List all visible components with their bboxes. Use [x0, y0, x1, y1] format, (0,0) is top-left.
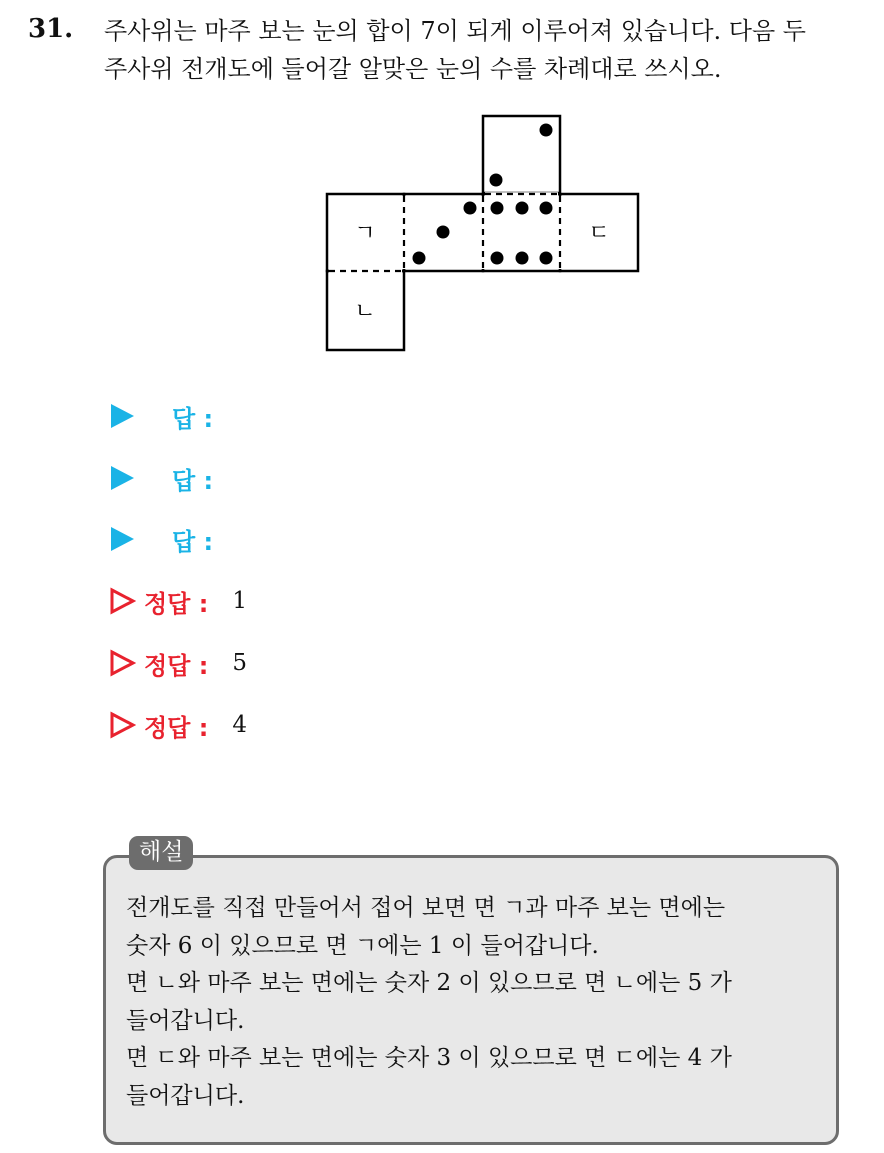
- solution-line: 면 ㄷ와 마주 보는 면에는 숫자 3 이 있으므로 면 ㄷ에는 4 가: [126, 1045, 732, 1071]
- correct-answer-value: 4: [232, 712, 247, 738]
- question-number: 31.: [28, 14, 74, 44]
- pip: [491, 202, 504, 215]
- pip: [437, 226, 450, 239]
- play-triangle-icon: [108, 525, 136, 553]
- question-text: 주사위는 마주 보는 눈의 합이 7이 되게 이루어져 있습니다. 다음 두 주사위 전개도에 들어갈 알맞은 눈의 수를 차례대로 쓰시오.: [104, 17, 806, 83]
- solution-line: 면 ㄴ와 마주 보는 면에는 숫자 2 이 있으므로 면 ㄴ에는 5 가: [126, 970, 732, 996]
- pip: [413, 252, 426, 265]
- correct-answer-row-2: [108, 645, 247, 681]
- pip: [516, 202, 529, 215]
- pip: [540, 124, 553, 137]
- answer-row-2: [108, 460, 213, 496]
- pip: [516, 252, 529, 265]
- answer-label: 답 :: [172, 527, 214, 556]
- correct-answer-value: 1: [232, 588, 247, 614]
- solution-tag: 해설: [129, 836, 193, 870]
- correct-answer-label: 정답 :: [144, 589, 209, 618]
- solution-line: 들어갑니다.: [126, 1007, 245, 1034]
- solution-line: 들어갑니다.: [126, 1082, 245, 1109]
- pip: [540, 252, 553, 265]
- correct-answer-value: 5: [232, 650, 247, 676]
- face-label-ga: ㄱ: [354, 221, 376, 246]
- outline-triangle-icon: [108, 711, 136, 739]
- pip: [540, 202, 553, 215]
- dice-net-figure: [318, 110, 648, 360]
- correct-answer-row-3: [108, 707, 247, 743]
- face-label-na: ㄴ: [354, 299, 376, 324]
- pip: [491, 252, 504, 265]
- solution-line: 숫자 6 이 있으므로 면 ㄱ에는 1 이 들어갑니다.: [126, 932, 599, 959]
- correct-answer-label: 정답 :: [144, 713, 209, 742]
- pip: [490, 174, 503, 187]
- outline-triangle-icon: [108, 649, 136, 677]
- answer-row-3: [108, 521, 213, 557]
- pip: [464, 202, 477, 215]
- answer-label: 답 :: [172, 404, 214, 433]
- answer-row-1: [108, 398, 213, 434]
- solution-line: 전개도를 직접 만들어서 접어 보면 면 ㄱ과 마주 보는 면에는: [126, 895, 726, 921]
- solution-text: [126, 890, 826, 1115]
- outline-triangle-icon: [108, 587, 136, 615]
- correct-answer-row-1: [108, 583, 247, 619]
- play-triangle-icon: [108, 464, 136, 492]
- correct-answer-label: 정답 :: [144, 651, 209, 680]
- answer-label: 답 :: [172, 466, 214, 495]
- face-label-da: ㄷ: [588, 221, 610, 246]
- play-triangle-icon: [108, 402, 136, 430]
